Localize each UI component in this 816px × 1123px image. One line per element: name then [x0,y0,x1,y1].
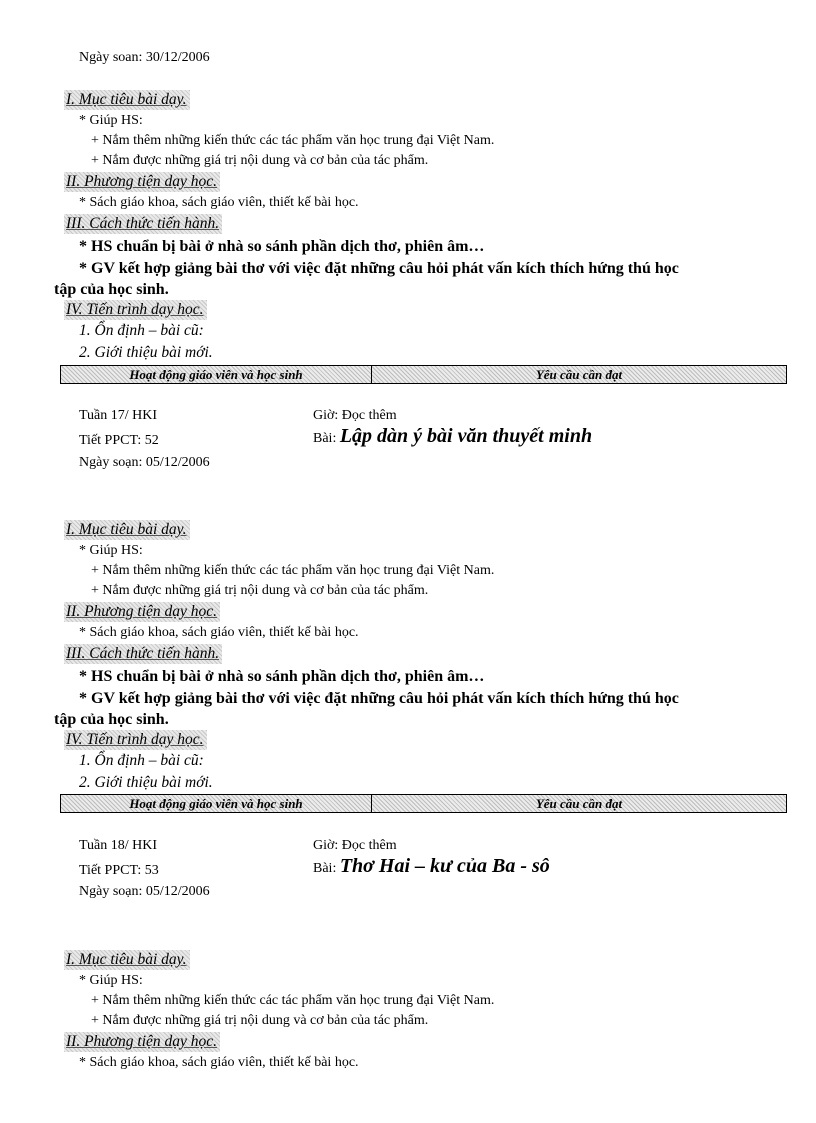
heading-muc-tieu: I. Mục tiêu bài dạy. [64,520,190,540]
on-dinh: 1. Ổn định – bài cũ: [79,752,204,769]
nam-them: + Nắm thêm những kiến thức các tác phẩm văn học trung đại Việt Nam. [91,563,495,578]
lesson-title: Lập dàn ý bài văn thuyết minh [339,425,593,447]
sach: * Sách giáo khoa, sách giáo viên, thiết kế bài học. [79,195,359,210]
activity-table-header [60,794,787,813]
nam-them: + Nắm thêm những kiến thức các tác phẩm văn học trung đại Việt Nam. [91,133,495,148]
lesson-title: Thơ Hai – kư của Ba - sô [339,855,550,877]
table-col-requirement: Yêu cầu cần đạt [535,367,623,382]
gio-17: Giờ: Đọc thêm [313,408,397,423]
nam-them: + Nắm thêm những kiến thức các tác phẩm văn học trung đại Việt Nam. [91,993,495,1008]
heading-cach-thuc: III. Cách thức tiến hành. [64,214,222,234]
gv-ket-hop: * GV kết hợp giảng bài thơ với việc đặt những câu hỏi phát vấn kích thích hứng thú học [79,690,679,707]
heading-phuong-tien: II. Phương tiện dạy học. [64,602,220,622]
giup-hs: * Giúp HS: [79,113,143,128]
hs-chuan-bi: * HS chuẩn bị bài ở nhà so sánh phần dịch thơ, phiên âm… [79,668,485,685]
heading-cach-thuc: III. Cách thức tiến hành. [64,644,222,664]
gioi-thieu: 2. Giới thiệu bài mới. [79,774,213,791]
gv-ket-hop: * GV kết hợp giảng bài thơ với việc đặt những câu hỏi phát vấn kích thích hứng thú học [79,260,679,277]
gio-18: Giờ: Đọc thêm [313,838,397,853]
activity-table-header [60,365,787,384]
nam-duoc: + Nắm được những giá trị nội dung và cơ bản của tác phẩm. [91,1013,429,1028]
ngay-soan-18: Ngày soạn: 05/12/2006 [79,884,210,899]
tiet-17: Tiết PPCT: 52 [79,433,159,448]
heading-phuong-tien: II. Phương tiện dạy học. [64,172,220,192]
sach: * Sách giáo khoa, sách giáo viên, thiết kế bài học. [79,625,359,640]
giup-hs: * Giúp HS: [79,973,143,988]
sach: * Sách giáo khoa, sách giáo viên, thiết kế bài học. [79,1055,359,1070]
tuan-18: Tuần 18/ HKI [79,838,158,853]
bai-label: Bài: [313,861,340,876]
nam-duoc: + Nắm được những giá trị nội dung và cơ bản của tác phẩm. [91,583,429,598]
tap-cua: tập của học sinh. [54,711,169,728]
gioi-thieu: 2. Giới thiệu bài mới. [79,344,213,361]
tuan-17: Tuần 17/ HKI [79,408,158,423]
on-dinh: 1. Ổn định – bài cũ: [79,322,204,339]
ngay-soan-17: Ngày soạn: 05/12/2006 [79,455,210,470]
heading-muc-tieu: I. Mục tiêu bài dạy. [64,950,190,970]
bai-17 [313,425,592,449]
hs-chuan-bi: * HS chuẩn bị bài ở nhà so sánh phần dịch thơ, phiên âm… [79,238,485,255]
heading-muc-tieu: I. Mục tiêu bài dạy. [64,90,190,110]
table-col-activity: Hoạt động giáo viên và học sinh [61,795,372,812]
tap-cua: tập của học sinh. [54,281,169,298]
table-col-requirement: Yêu cầu cần đạt [535,796,623,811]
tiet-18: Tiết PPCT: 53 [79,863,159,878]
nam-duoc: + Nắm được những giá trị nội dung và cơ bản của tác phẩm. [91,153,429,168]
table-col-activity: Hoạt động giáo viên và học sinh [61,366,372,383]
giup-hs: * Giúp HS: [79,543,143,558]
bai-label: Bài: [313,431,340,446]
bai-18 [313,855,550,879]
ngay-soan-top: Ngày soan: 30/12/2006 [79,50,210,65]
heading-phuong-tien: II. Phương tiện dạy học. [64,1032,220,1052]
heading-tien-trinh: IV. Tiến trình dạy học. [64,730,207,750]
heading-tien-trinh: IV. Tiến trình dạy học. [64,300,207,320]
